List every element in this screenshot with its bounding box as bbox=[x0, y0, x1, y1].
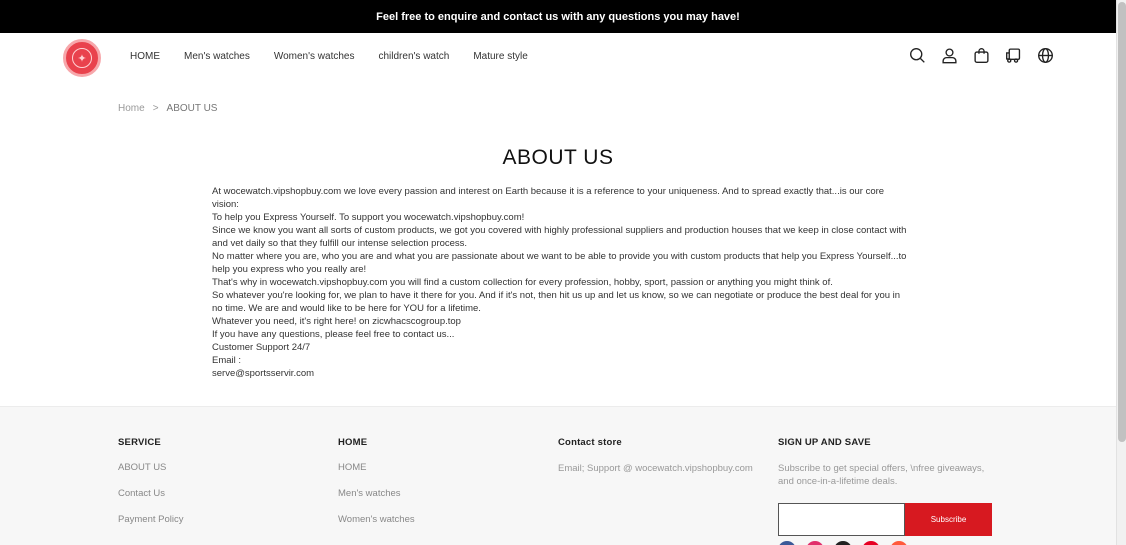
site-header bbox=[0, 33, 1116, 83]
truck-icon[interactable] bbox=[1004, 46, 1022, 64]
subscribe-email-input[interactable] bbox=[778, 503, 905, 536]
about-paragraph: So whatever you're looking for, we plan to have it there for you. And if it's not, then hit us up and let us know, so we can negotiate or produce the best deal for you in no time. We are and would like to be here for YOU for a lifetime. bbox=[212, 290, 901, 314]
footer-service-title: SERVICE bbox=[118, 437, 161, 448]
footer-contact-title: Contact store bbox=[558, 437, 622, 448]
page-title: ABOUT US bbox=[502, 146, 614, 169]
instagram-icon[interactable] bbox=[806, 541, 824, 545]
footer-link-contact-us[interactable]: Contact Us bbox=[118, 488, 165, 499]
store-logo[interactable] bbox=[63, 39, 101, 77]
user-icon[interactable] bbox=[940, 46, 958, 64]
about-paragraph: Whatever you need, it's right here! on zicwhacscogroup.top bbox=[212, 316, 461, 327]
about-content bbox=[212, 185, 912, 380]
youtube-icon[interactable] bbox=[890, 541, 908, 545]
footer-link-home[interactable]: HOME bbox=[338, 462, 367, 473]
footer-link-womens-watches[interactable]: Women's watches bbox=[338, 514, 415, 525]
breadcrumb bbox=[118, 103, 217, 114]
footer-link-mens-watches[interactable]: Men's watches bbox=[338, 488, 401, 499]
logo-emblem-icon: ✦ bbox=[72, 48, 92, 68]
footer-contact-column bbox=[558, 437, 753, 475]
bag-icon[interactable] bbox=[972, 46, 990, 64]
nav-childrens-watch[interactable]: children's watch bbox=[378, 51, 450, 62]
about-paragraph: No matter where you are, who you are and what you are passionate about we want to be able to provide you with custom products that help you Express Yourself...to help you express who you really are! bbox=[212, 251, 907, 275]
globe-icon[interactable] bbox=[1036, 46, 1054, 64]
about-paragraph: Since we know you want all sorts of custom products, we got you covered with highly professional suppliers and production houses that we keep in close contact with and vet daily so that they fulfill our intense selection process. bbox=[212, 225, 907, 249]
about-paragraph: Customer Support 24/7 bbox=[212, 342, 311, 353]
main-nav bbox=[130, 51, 552, 62]
about-paragraph: At wocewatch.vipshopbuy.com we love every passion and interest on Earth because it is a reference to your uniqueness. And to spread exactly that...is our core vision: bbox=[212, 186, 885, 210]
footer-signup-column bbox=[778, 437, 988, 488]
social-links bbox=[778, 541, 908, 545]
facebook-icon[interactable] bbox=[778, 541, 796, 545]
page-scrollbar[interactable] bbox=[1116, 0, 1126, 545]
nav-womens-watches[interactable]: Women's watches bbox=[273, 51, 355, 62]
announcement-bar bbox=[0, 0, 1116, 33]
footer-link-about-us[interactable]: ABOUT US bbox=[118, 462, 167, 473]
tiktok-icon[interactable] bbox=[834, 541, 852, 545]
footer-signup-text: Subscribe to get special offers, \nfree giveaways, and once-in-a-lifetime deals. bbox=[778, 463, 985, 487]
about-paragraph: Email : bbox=[212, 355, 242, 366]
footer-home-column bbox=[338, 437, 415, 540]
announcement-text: Feel free to enquire and contact us with any questions you may have! bbox=[376, 10, 740, 23]
about-paragraph: If you have any questions, please feel free to contact us... bbox=[212, 329, 455, 340]
pinterest-icon[interactable] bbox=[862, 541, 880, 545]
support-email: serve@sportsservir.com bbox=[212, 368, 315, 379]
site-footer bbox=[0, 406, 1116, 545]
about-paragraph: That's why in wocewatch.vipshopbuy.com you will find a custom collection for every profession, hobby, sport, passion or anything you might think of. bbox=[212, 277, 833, 288]
footer-home-title: HOME bbox=[338, 437, 368, 448]
footer-link-payment-policy[interactable]: Payment Policy bbox=[118, 514, 184, 525]
about-paragraph: To help you Express Yourself. To support you wocewatch.vipshopbuy.com! bbox=[212, 212, 525, 223]
nav-mens-watches[interactable]: Men's watches bbox=[184, 51, 250, 62]
search-icon[interactable] bbox=[908, 46, 926, 64]
breadcrumb-home[interactable]: Home bbox=[118, 103, 145, 114]
subscribe-button[interactable]: Subscribe bbox=[905, 503, 992, 536]
footer-service-column bbox=[118, 437, 183, 540]
breadcrumb-separator: > bbox=[152, 103, 159, 114]
nav-mature-style[interactable]: Mature style bbox=[473, 51, 528, 62]
footer-contact-email: Email; Support @ wocewatch.vipshopbuy.com bbox=[558, 463, 753, 474]
breadcrumb-current: ABOUT US bbox=[166, 103, 218, 114]
footer-signup-title: SIGN UP AND SAVE bbox=[778, 437, 871, 448]
subscribe-form bbox=[778, 503, 992, 536]
scrollbar-thumb[interactable] bbox=[1118, 2, 1126, 442]
nav-home[interactable]: HOME bbox=[130, 51, 160, 62]
header-icons bbox=[908, 46, 1054, 64]
